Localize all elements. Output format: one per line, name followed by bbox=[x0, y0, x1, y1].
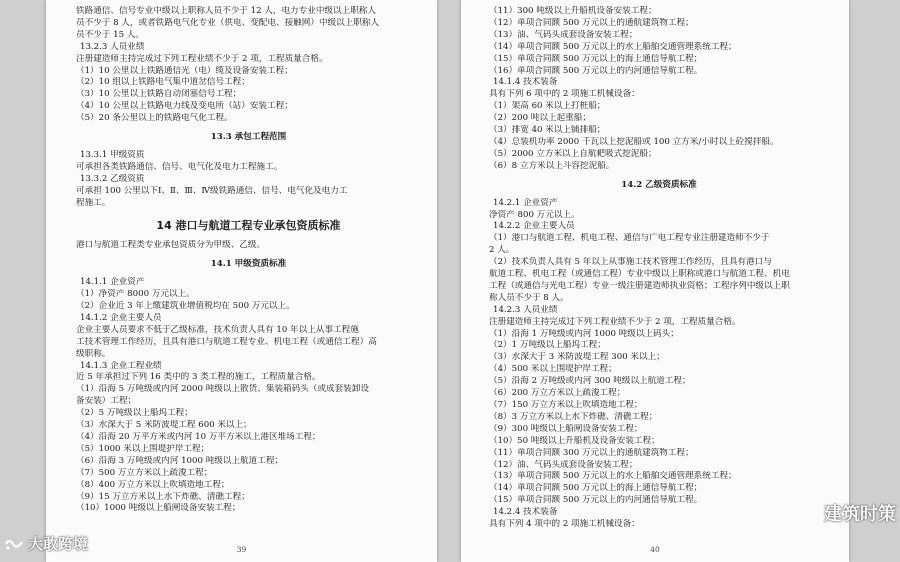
text-line: （6）沿海 3 万吨级或内河 1000 吨级以上航道工程； bbox=[76, 455, 284, 466]
text-line: 14.2.1 企业资产 bbox=[493, 197, 558, 208]
text-line: （10）1000 吨级以上船闸设备安装工程； bbox=[76, 503, 241, 514]
text-line: （5）20 条公里以上的铁路电气化工程。 bbox=[76, 113, 233, 124]
text-line: （4）500 米以上围堤护岸工程； bbox=[489, 364, 617, 375]
text-line: 工程（或通信与光电工程）专业一级注册建造师执业资格；工程序列中级以上职 bbox=[489, 280, 790, 291]
text-line: 近 5 年承担过下列 16 类中的 3 类工程的施工，工程质量合格。 bbox=[76, 372, 321, 383]
text-line: 可承担各类铁路通信、信号、电气化及电力工程施工。 bbox=[76, 161, 283, 172]
text-line: 港口与航道工程类专业承包资质分为甲级、乙级。 bbox=[76, 240, 266, 251]
text-line: （15）单项合同额 500 万元以上的内河通信导航工程。 bbox=[489, 495, 703, 506]
text-line: 铁路通信、信号专业中级以上职称人员不少于 12 人，电力专业中级以上职称人 bbox=[76, 6, 376, 16]
section-heading: 14.2 乙级资质标准 bbox=[621, 179, 697, 190]
text-line: （12）油、气码头成套设备安装工程； bbox=[489, 459, 638, 470]
text-line: （9）300 吨级以上船闸设备安装工程； bbox=[489, 423, 643, 434]
text-line: （11）300 吨级以上升船机设备安装工程； bbox=[489, 6, 657, 16]
text-line: 可承担 100 公里以下Ⅰ、Ⅱ、Ⅲ、Ⅳ级铁路通信、信号、电气化及电力工 bbox=[76, 185, 348, 196]
text-line: 14.2.3 人员业绩 bbox=[493, 304, 558, 315]
text-line: （15）单项合同额 500 万元以上的海上通信导航工程； bbox=[489, 53, 703, 64]
text-line: 企业主要人员要求不低于乙级标准，技术负责人具有 10 年以上从事工程施 bbox=[76, 324, 359, 335]
text-line: 注册建造师主持完成过下列工程业绩不少于 2 项，工程质量合格。 bbox=[76, 53, 328, 64]
text-line: （2）10 组以上铁路电气集中道岔信号工程； bbox=[76, 77, 250, 88]
page-number-40: 40 bbox=[650, 545, 660, 554]
text-line: 具有下列 4 项中的 2 项施工机械设备： bbox=[489, 519, 640, 530]
text-line: （1）10 公里以上铁路通信光（电）缆及设备安装工程； bbox=[76, 65, 293, 76]
text-line: 航道工程、机电工程（或通信工程）专业中级以上职称或港口与航道工程、机电 bbox=[489, 269, 790, 280]
text-line: 13.3.1 甲级资质 bbox=[80, 149, 145, 160]
watermark-right bbox=[799, 500, 896, 526]
text-line: 14.1.4 技术装备 bbox=[493, 77, 558, 88]
text-line: 称人员不少于 8 人。 bbox=[489, 292, 569, 303]
text-line: 注册建造师主持完成过下列工程业绩不少于 2 项，工程质量合格。 bbox=[489, 316, 741, 327]
watermark-left bbox=[4, 533, 88, 554]
text-line: （13）单项合同额 500 万元以上的水上船舶交通管理系统工程； bbox=[489, 471, 737, 482]
text-line: （3）10 公里以上铁路自动闭塞信号工程； bbox=[76, 89, 242, 100]
text-line: （8）3 万立方米以上水下炸礁、清礁工程； bbox=[489, 411, 658, 422]
watermark-left-text: 大敢跨境 bbox=[28, 535, 89, 553]
text-line: （14）单项合同额 500 万元以上的海上通信导航工程； bbox=[489, 483, 703, 494]
text-line: （10）50 吨级以上升船机及设备安装工程； bbox=[489, 435, 660, 446]
text-line: （1）净资产 8000 万元以上。 bbox=[76, 289, 195, 300]
text-line: 工技术管理工作经历，且具有港口与航道工程专业、机电工程（或通信工程）高 bbox=[76, 336, 377, 347]
page-40 bbox=[461, 0, 849, 562]
text-line: （7）150 万立方米以上吹填造地工程； bbox=[489, 400, 643, 410]
text-line: 净资产 800 万元以上。 bbox=[489, 209, 580, 220]
text-line: （11）单项合同额 300 万元以上的通航建筑物工程； bbox=[489, 447, 694, 458]
section-heading: 14.1 甲级资质标准 bbox=[210, 259, 287, 270]
text-line: （4）沿海 20 万平方米或内河 10 万平方米以上港区堆场工程； bbox=[76, 432, 321, 442]
page-39-text bbox=[76, 6, 421, 515]
text-line: （12）单项合同额 500 万元以上的通航建筑物工程； bbox=[489, 17, 694, 28]
text-line: （5）1000 米以上围堤护岸工程； bbox=[76, 443, 210, 454]
text-line: （1）架高 60 米以上打桩船； bbox=[489, 101, 606, 112]
text-line: （3）排宽 40 米以上铺排船； bbox=[489, 125, 606, 136]
text-line: （9）15 万立方米以上水下炸礁、清礁工程； bbox=[76, 491, 250, 502]
page-39 bbox=[46, 0, 437, 562]
text-line: （1）港口与航道工程、机电工程、通信与广电工程专业注册建造师不少于 bbox=[489, 233, 770, 244]
text-line: 14.2.4 技术装备 bbox=[493, 507, 558, 518]
text-line: 14.1.1 企业资产 bbox=[80, 277, 145, 288]
text-line: （1）沿海 1 万吨级或内河 1000 吨级以上码头； bbox=[489, 328, 679, 339]
text-line: 备安装）工程； bbox=[76, 396, 137, 407]
text-line: （13）油、气码头成套设备安装工程； bbox=[489, 29, 638, 40]
section-heading: 13.3 承包工程范围 bbox=[210, 132, 287, 143]
text-line: 级职称。 bbox=[76, 348, 111, 359]
text-line: （5）2000 立方米以上自航耙吸式挖泥船； bbox=[489, 148, 657, 159]
text-line: （8）400 万立方米以上吹填造地工程； bbox=[76, 479, 230, 490]
text-line: （3）水深大于 3 米防波堤工程 300 米以上； bbox=[489, 352, 665, 363]
text-line: （16）单项合同额 500 万元以上的内河通信导航工程。 bbox=[489, 65, 703, 76]
text-line: （5）沿海 2 万吨级或内河 300 吨级以上航道工程； bbox=[489, 376, 691, 387]
text-line: 具有下列 6 项中的 2 项施工机械设备： bbox=[489, 89, 640, 100]
page-40-text bbox=[489, 6, 829, 531]
text-line: （4）总装机功率 2000 千瓦以上挖泥船或 100 立方米/小时以上砼搅拌船。 bbox=[489, 136, 779, 147]
text-line: （2）技术负责人具有 5 年以上从事施工技术管理工作经历，且具有港口与 bbox=[489, 257, 772, 268]
wechat-icon bbox=[799, 506, 819, 520]
text-line: （6）200 万立方米以上疏浚工程； bbox=[489, 388, 626, 399]
text-line: 14.1.2 企业主要人员 bbox=[80, 312, 162, 323]
text-line: （2）200 吨以上起重船； bbox=[489, 113, 591, 124]
page-number-39: 39 bbox=[236, 545, 247, 554]
text-line: （7）500 万立方米以上疏浚工程； bbox=[76, 467, 213, 478]
text-line: 员不少于 8 人，或者铁路电气化专业（供电、变配电、接触网）中级以上职称人 bbox=[76, 17, 380, 28]
text-line: 程施工。 bbox=[76, 197, 111, 208]
text-line: 员不少于 15 人。 bbox=[76, 29, 144, 40]
text-line: 14.2.2 企业主要人员 bbox=[493, 221, 575, 232]
text-line: （2）企业近 3 年上缴建筑业增值税均在 500 万元以上。 bbox=[76, 301, 295, 312]
brand-logo-icon bbox=[4, 537, 24, 551]
watermark-right-text: 建筑时策 bbox=[824, 504, 896, 525]
text-line: 13.3.2 乙级资质 bbox=[80, 173, 145, 184]
text-line: （6）8 立方米以上斗容挖泥船。 bbox=[489, 160, 615, 171]
chapter-heading: 14 港口与航道工程专业承包资质标准 bbox=[156, 218, 341, 232]
text-line: （14）单项合同额 500 万元以上的水上船舶交通管理系统工程； bbox=[489, 41, 737, 52]
text-line: （2）5 万吨级以上船坞工程； bbox=[76, 408, 193, 419]
text-line: （4）10 公里以上铁路电力线及变电所（站）安装工程； bbox=[76, 101, 293, 112]
text-line: 13.2.3 人员业绩 bbox=[80, 41, 145, 52]
text-line: （1）沿海 5 万吨级或内河 2000 吨级以上散货、集装箱码头（或成套装卸设 bbox=[76, 384, 369, 395]
text-line: （3）水深大于 5 米防波堤工程 600 米以上； bbox=[76, 420, 252, 431]
text-line: （2）1 万吨级以上船坞工程； bbox=[489, 340, 606, 351]
text-line: 2 人。 bbox=[489, 245, 515, 256]
text-line: 14.1.3 企业工程业绩 bbox=[80, 360, 162, 371]
